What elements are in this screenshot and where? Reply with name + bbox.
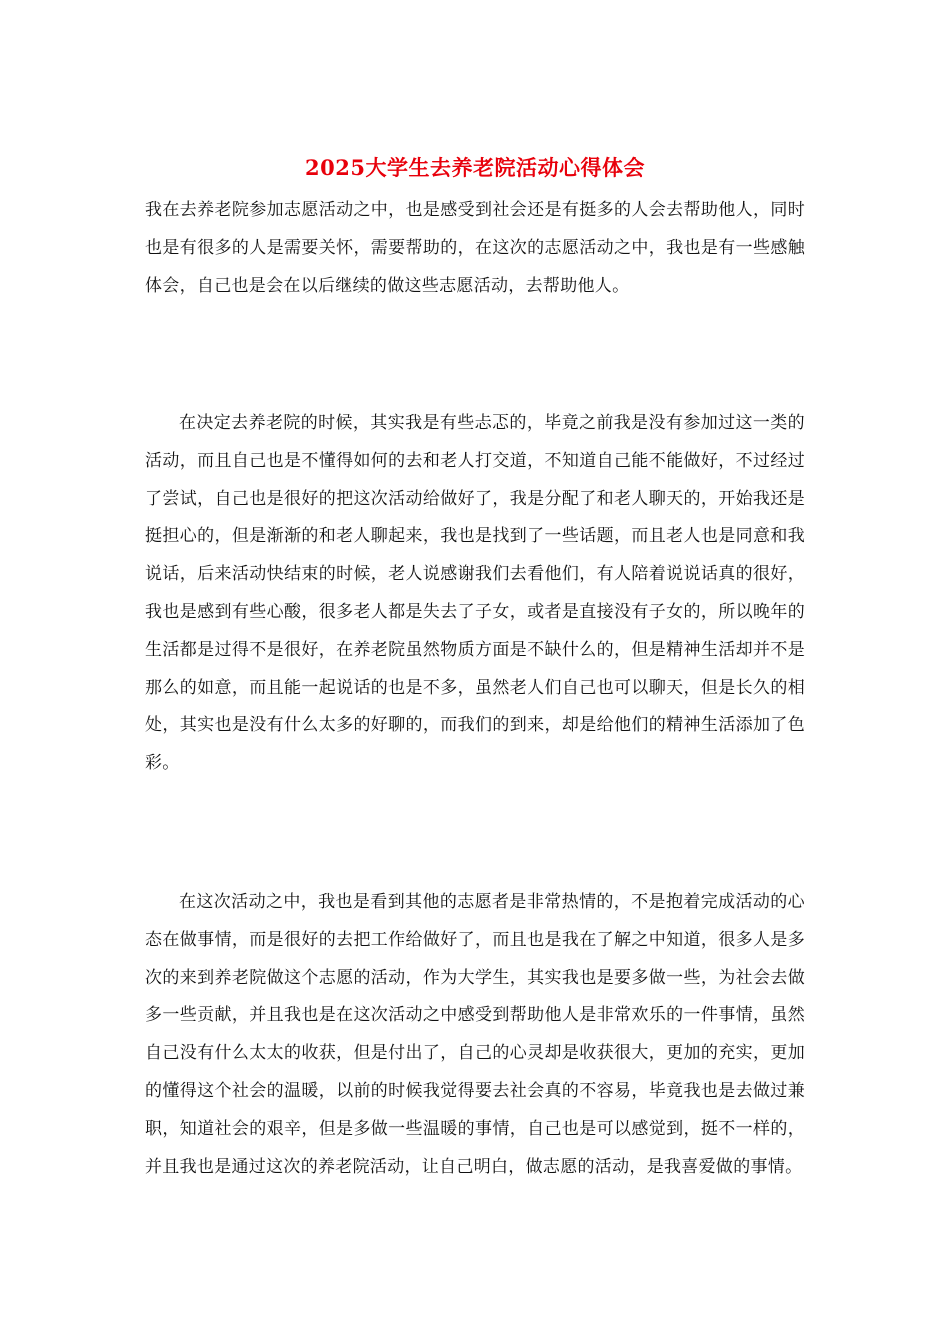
paragraph-reflection: 在这次活动之中，我也是看到其他的志愿者是非常热情的，不是抱着完成活动的心态在做事情，而是很好的去把工作给做好了，而且也是我在了解之中知道，很多人是多次的来到养老院做这个志愿的活动，作为大学生，其实我也是要多做一些，为社会去做多一些贡献，并且我也是在这次活动之中感受到帮助他人是非常欢乐的一件事情，虽然自己没有什么太太的收获，但是付出了，自己的心灵却是收获很大，更加的充实，更加的懂得这个社会的温暖，以前的时候我觉得要去社会真的不容易，毕竟我也是去做过兼职，知道社会的艰辛，但是多做一些温暖的事情，自己也是可以感觉到，挺不一样的，并且我也是通过这次的养老院活动，让自己明白，做志愿的活动，是我喜爱做的事情。 <box>145 892 805 1177</box>
paragraph-experience: 在决定去养老院的时候，其实我是有些忐忑的，毕竟之前我是没有参加过这一类的活动，而且自己也是不懂得如何的去和老人打交道，不知道自己能不能做好，不过经过了尝试，自己也是很好的把这次活动给做好了，我是分配了和老人聊天的，开始我还是挺担心的，但是渐渐的和老人聊起来，我也是找到了一些话题，而且老人也是同意和我说话，后来活动快结束的时候，老人说感谢我们去看他们，有人陪着说说话真的很好，我也是感到有些心酸，很多老人都是失去了子女，或者是直接没有子女的，所以晚年的生活都是过得不是很好，在养老院虽然物质方面是不缺什么的，但是精神生活却并不是那么的如意，而且能一起说话的也是不多，虽然老人们自己也可以聊天，但是长久的相处，其实也是没有什么太多的好聊的，而我们的到来，却是给他们的精神生活添加了色彩。 <box>145 413 805 774</box>
document-title: 2025大学生去养老院活动心得体会 <box>305 155 645 180</box>
paragraph-intro: 我在去养老院参加志愿活动之中，也是感受到社会还是有挺多的人会去帮助他人，同时也是有很多的人是需要关怀，需要帮助的，在这次的志愿活动之中，我也是有一些感触体会，自己也是会在以后继续的做这些志愿活动，去帮助他人。 <box>145 200 805 296</box>
